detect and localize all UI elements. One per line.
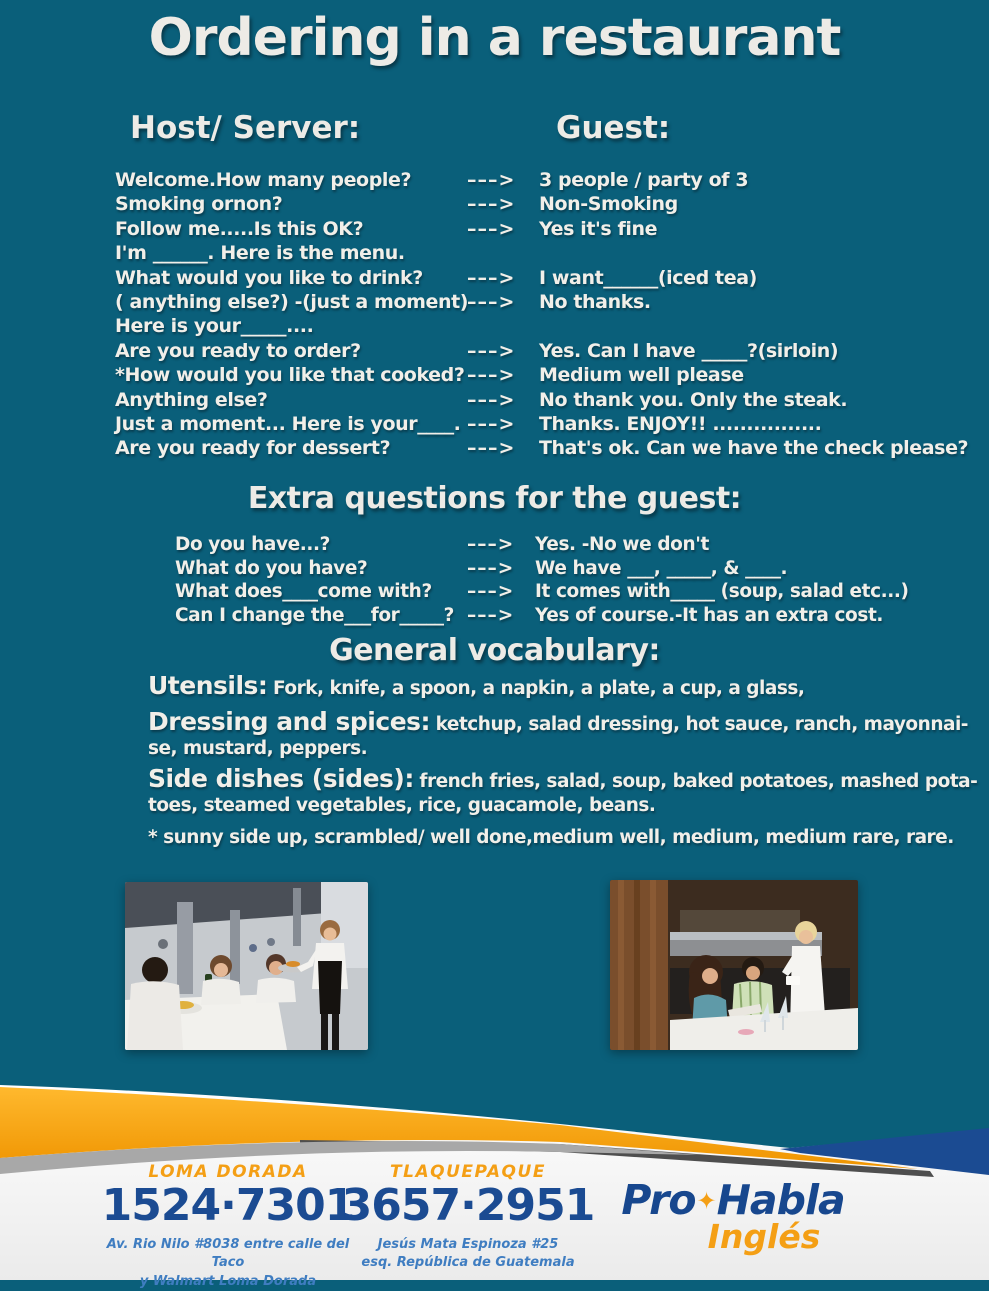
arrow-icon: –––> bbox=[467, 604, 515, 626]
vocab-words: toes, steamed vegetables, rice, guacamole, beans. bbox=[148, 795, 656, 816]
page-title: Ordering in a restaurant bbox=[148, 8, 841, 68]
vocab-item-utensils bbox=[148, 671, 888, 704]
extra-row bbox=[175, 580, 969, 604]
host-line: Smoking ornon? bbox=[115, 193, 283, 216]
extra-answer: Yes. -No we don't bbox=[535, 534, 709, 555]
dialogue-row bbox=[115, 192, 983, 216]
arrow-icon: –––> bbox=[467, 388, 516, 411]
extra-questions-table bbox=[175, 533, 969, 627]
dialogue-row bbox=[115, 290, 983, 314]
extra-question: What does____come with? bbox=[175, 581, 432, 602]
dialogue-row bbox=[115, 363, 983, 387]
logo-part1: Pro bbox=[621, 1176, 696, 1224]
address-line: Jesús Mata Espinoza #25 bbox=[377, 1237, 559, 1253]
logo-star-icon: ✦ bbox=[696, 1187, 716, 1215]
dialogue-row bbox=[115, 388, 983, 412]
extra-answer: Yes of course.-It has an extra cost. bbox=[535, 604, 884, 626]
dialogue-row bbox=[115, 412, 983, 436]
guest-line bbox=[539, 241, 983, 265]
address-line: y Walmart Loma Dorada bbox=[139, 1273, 317, 1289]
arrow-placeholder bbox=[467, 314, 539, 338]
vocab-words: Fork, knife, a spoon, a napkin, a plate, a cup, a glass, bbox=[272, 678, 805, 699]
host-line: Are you ready for dessert? bbox=[115, 437, 391, 460]
vocab-item-dressing bbox=[148, 707, 968, 761]
photo-illustration bbox=[125, 882, 368, 1050]
extra-answer: It comes with_____ (soup, salad etc...) bbox=[535, 581, 909, 602]
arrow-icon: –––> bbox=[467, 534, 515, 555]
guest-line: No thanks. bbox=[539, 291, 651, 314]
guest-line: Yes it's fine bbox=[539, 217, 658, 240]
extra-question: Do you have...? bbox=[175, 534, 330, 555]
extra-answer: We have ___, _____, & ____. bbox=[535, 557, 788, 579]
dialogue-table bbox=[115, 168, 983, 461]
host-line: Welcome.How many people? bbox=[115, 169, 412, 191]
arrow-icon: –––> bbox=[467, 169, 516, 191]
location-name: LOMA DORADA bbox=[148, 1162, 308, 1182]
guest-line: That's ok. Can we have the check please? bbox=[539, 437, 969, 460]
arrow-icon: –––> bbox=[467, 217, 516, 240]
prohabla-logo bbox=[608, 1176, 858, 1256]
photo-waitress-taking-order bbox=[610, 880, 858, 1050]
arrow-icon: –––> bbox=[467, 364, 516, 387]
arrow-icon: –––> bbox=[467, 413, 516, 436]
arrow-icon: –––> bbox=[467, 291, 516, 314]
host-server-header: Host/ Server: bbox=[130, 110, 361, 146]
photo-waitress-serving bbox=[125, 882, 368, 1050]
extra-row bbox=[175, 557, 969, 581]
vocab-term: Dressing and spices: bbox=[148, 707, 431, 736]
dialogue-row bbox=[115, 314, 983, 338]
dialogue-row bbox=[115, 266, 983, 290]
host-line: ( anything else?) -(just a moment) bbox=[115, 291, 469, 314]
logo-part2: Habla bbox=[716, 1176, 845, 1224]
arrow-placeholder bbox=[467, 241, 539, 265]
vocab-item-sides bbox=[148, 764, 978, 818]
extra-questions-header: Extra questions for the guest: bbox=[247, 481, 742, 516]
arrow-icon: –––> bbox=[467, 557, 515, 579]
address-line: Av. Rio Nilo #8038 entre calle del Taco bbox=[106, 1237, 350, 1271]
arrow-icon: –––> bbox=[467, 581, 515, 602]
dialogue-row bbox=[115, 436, 983, 460]
vocab-term: Side dishes (sides): bbox=[148, 764, 414, 793]
vocab-words: french fries, salad, soup, baked potatoes, mashed pota- bbox=[419, 771, 978, 792]
guest-line: Thanks. ENJOY!! ................ bbox=[539, 413, 822, 436]
dialogue-row bbox=[115, 339, 983, 363]
vocab-words: ketchup, salad dressing, hot sauce, ranch, mayonnai- bbox=[435, 714, 968, 735]
host-line: Follow me.....Is this OK? bbox=[115, 217, 364, 240]
host-line: What would you like to drink? bbox=[115, 266, 423, 289]
extra-row bbox=[175, 533, 969, 557]
arrow-icon: –––> bbox=[467, 437, 516, 460]
host-line: Here is your_____.... bbox=[115, 315, 314, 338]
dialogue-row bbox=[115, 241, 983, 265]
arrow-icon: –––> bbox=[467, 193, 516, 216]
vocab-term: Utensils: bbox=[148, 671, 268, 700]
location-phone: 1524·7301 bbox=[101, 1180, 355, 1231]
location-loma-dorada bbox=[98, 1162, 358, 1291]
arrow-icon: –––> bbox=[467, 266, 516, 289]
arrow-icon: –––> bbox=[467, 339, 516, 362]
location-phone: 3657·2951 bbox=[341, 1180, 595, 1231]
vocab-words: se, mustard, peppers. bbox=[148, 738, 368, 759]
guest-header: Guest: bbox=[556, 110, 671, 146]
host-line: Just a moment... Here is your____. bbox=[115, 413, 461, 436]
guest-line: No thank you. Only the steak. bbox=[539, 388, 848, 411]
guest-line: 3 people / party of 3 bbox=[539, 169, 749, 191]
extra-question: Can I change the___for_____? bbox=[175, 604, 454, 626]
host-line: Anything else? bbox=[115, 388, 268, 411]
vocabulary-list bbox=[148, 671, 978, 848]
address-line: esq. República de Guatemala bbox=[361, 1255, 575, 1271]
location-address bbox=[340, 1236, 596, 1272]
dialogue-row bbox=[115, 168, 983, 192]
guest-line: Non-Smoking bbox=[539, 193, 678, 216]
location-address bbox=[98, 1236, 358, 1291]
dialogue-row bbox=[115, 217, 983, 241]
guest-line bbox=[539, 314, 983, 338]
guest-line: Medium well please bbox=[539, 364, 744, 387]
location-tlaquepaque bbox=[340, 1162, 596, 1273]
egg-cooking-note: * sunny side up, scrambled/ well done,medium well, medium, medium rare, rare. bbox=[148, 827, 954, 848]
host-line: *How would you like that cooked? bbox=[115, 364, 465, 387]
photo-illustration bbox=[610, 880, 858, 1050]
general-vocabulary-header: General vocabulary: bbox=[329, 633, 660, 668]
host-line: Are you ready to order? bbox=[115, 339, 361, 362]
extra-question: What do you have? bbox=[175, 557, 368, 579]
guest-line: I want______(iced tea) bbox=[539, 266, 757, 289]
location-name: TLAQUEPAQUE bbox=[390, 1162, 546, 1182]
extra-row bbox=[175, 604, 969, 628]
logo-subtitle: Inglés bbox=[707, 1217, 821, 1256]
host-line: I'm ______. Here is the menu. bbox=[115, 242, 405, 265]
guest-line: Yes. Can I have _____?(sirloin) bbox=[539, 339, 839, 362]
